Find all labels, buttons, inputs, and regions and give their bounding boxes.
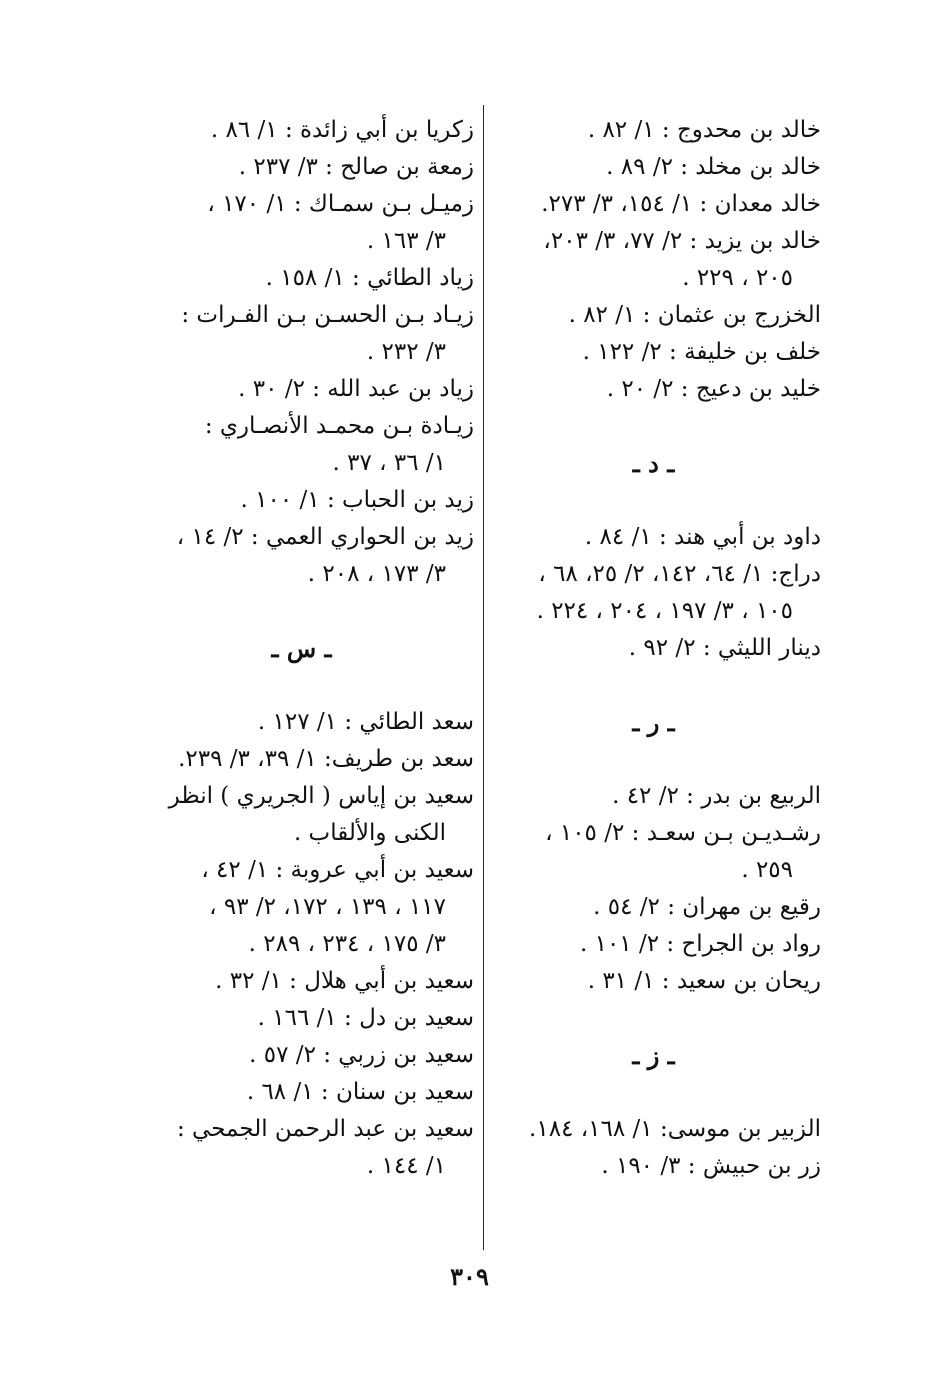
- entry: الربيع بن بدر : ٢/ ٤٢ .: [612, 783, 821, 809]
- entry-continuation: ٢٥٩ .: [741, 857, 793, 883]
- page-number: ٣٠٩: [450, 1262, 489, 1291]
- entry-continuation: ١٠٥ ، ٣/ ١٩٧ ، ٢٠٤ ، ٢٢٤ .: [536, 598, 793, 624]
- entry: زياد الطائي : ١/ ١٥٨ .: [265, 265, 474, 291]
- entry: خالد بن مخلد : ٢/ ٨٩ .: [606, 154, 821, 180]
- entry: [129, 297, 474, 371]
- entry: [129, 186, 474, 260]
- entry: سعد الطائي : ١/ ١٢٧ .: [257, 709, 474, 735]
- entry: الزبير بن موسى: ١/ ١٦٨، ١٨٤.: [529, 1116, 821, 1142]
- entry: سعيد بن أبي هلال : ١/ ٣٢ .: [215, 968, 474, 994]
- section-heading-ra: ـ ر ـ: [632, 708, 675, 737]
- column-divider: [483, 105, 484, 1250]
- entry: داود بن أبي هند : ١/ ٨٤ .: [584, 524, 821, 550]
- entry-continuation: ١/ ٣٦ ، ٣٧ .: [332, 450, 446, 476]
- entry-continuation: ١/ ١٤٤ .: [366, 1153, 446, 1179]
- entry-line: زيد بن الحواري العمي : ٢/ ١٤ ،: [176, 524, 474, 550]
- entry: زيد بن الحباب : ١/ ١٠٠ .: [240, 487, 474, 513]
- entry-continuation: ٢٠٥ ، ٢٢٩ .: [682, 265, 793, 291]
- entry-line: زيـادة بـن محمـد الأنصـاري :: [204, 413, 474, 439]
- entry: زياد بن عبد الله : ٢/ ٣٠ .: [238, 376, 474, 402]
- entry: [129, 519, 474, 593]
- entry: ريحان بن سعيد : ١/ ٣١ .: [587, 968, 821, 994]
- entry: الخزرج بن عثمان : ١/ ٨٢ .: [568, 302, 821, 328]
- entry: سعيد بن زربي : ٢/ ٥٧ .: [249, 1042, 474, 1068]
- entry: زكريا بن أبي زائدة : ١/ ٨٦ .: [210, 117, 474, 143]
- entry-line: زيـاد بـن الحسـن بـن الفـرات :: [181, 302, 474, 328]
- entry-line: دراج: ١/ ٦٤، ١٤٢، ٢/ ٢٥، ٦٨ ،: [538, 561, 821, 587]
- entry: سعيد بن دل : ١/ ١٦٦ .: [257, 1005, 474, 1031]
- entry: [129, 408, 474, 482]
- section-heading-sin: ـ س ـ: [271, 634, 332, 663]
- entry-line: خالد بن يزيد : ٢/ ٧٧، ٣/ ٢٠٣،: [543, 228, 821, 254]
- entry: [486, 815, 821, 889]
- entry: زر بن حبيش : ٣/ ١٩٠ .: [601, 1153, 821, 1179]
- entry: سعيد بن سنان : ١/ ٦٨ .: [246, 1079, 474, 1105]
- entry: [486, 556, 821, 630]
- entry: [486, 223, 821, 297]
- section-heading-dal: ـ د ـ: [632, 449, 675, 478]
- entry-continuation: ٣/ ١٧٣ ، ٢٠٨ .: [307, 561, 446, 587]
- entry-continuation: ٣/ ٢٣٢ .: [366, 339, 446, 365]
- entry: [129, 1111, 474, 1185]
- entry: [129, 852, 474, 963]
- entry-line: سعيد بن إياس ( الجريري ) انظر: [168, 783, 474, 809]
- entry-line: سعيد بن أبي عروبة : ١/ ٤٢ ،: [201, 857, 474, 883]
- entry: [129, 778, 474, 852]
- right-column: [486, 112, 821, 1185]
- entry-line: سعيد بن عبد الرحمن الجمحي :: [176, 1116, 474, 1142]
- entry-continuation: ٣/ ١٧٥ ، ٢٣٤ ، ٢٨٩ .: [248, 931, 446, 957]
- entry: خالد بن محدوج : ١/ ٨٢ .: [587, 117, 821, 143]
- entry-line: رشـديـن بـن سعـد : ٢/ ١٠٥ ،: [545, 820, 821, 846]
- entry-continuation: الكنى والألقاب .: [293, 820, 446, 846]
- entry: خالد معدان : ١/ ١٥٤، ٣/ ٢٧٣.: [541, 191, 821, 217]
- entry: زمعة بن صالح : ٣/ ٢٣٧ .: [238, 154, 474, 180]
- entry-line: زميـل بـن سمـاك : ١/ ١٧٠ ،: [207, 191, 474, 217]
- entry: رقيع بن مهران : ٢/ ٥٤ .: [593, 894, 821, 920]
- entry-continuation: ١١٧ ، ١٣٩ ، ١٧٢، ٢/ ٩٣ ،: [209, 894, 446, 920]
- entry: سعد بن طريف: ١/ ٣٩، ٣/ ٢٣٩.: [178, 746, 474, 772]
- section-heading-zay: ـ ز ـ: [632, 1041, 675, 1070]
- entry-continuation: ٣/ ١٦٣ .: [366, 228, 446, 254]
- entry: خليد بن دعيج : ٢/ ٢٠ .: [606, 376, 821, 402]
- entry: دينار الليثي : ٢/ ٩٢ .: [628, 635, 821, 661]
- entry: خلف بن خليفة : ٢/ ١٢٢ .: [582, 339, 821, 365]
- left-column: [129, 112, 474, 1185]
- entry: رواد بن الجراح : ٢/ ١٠١ .: [579, 931, 821, 957]
